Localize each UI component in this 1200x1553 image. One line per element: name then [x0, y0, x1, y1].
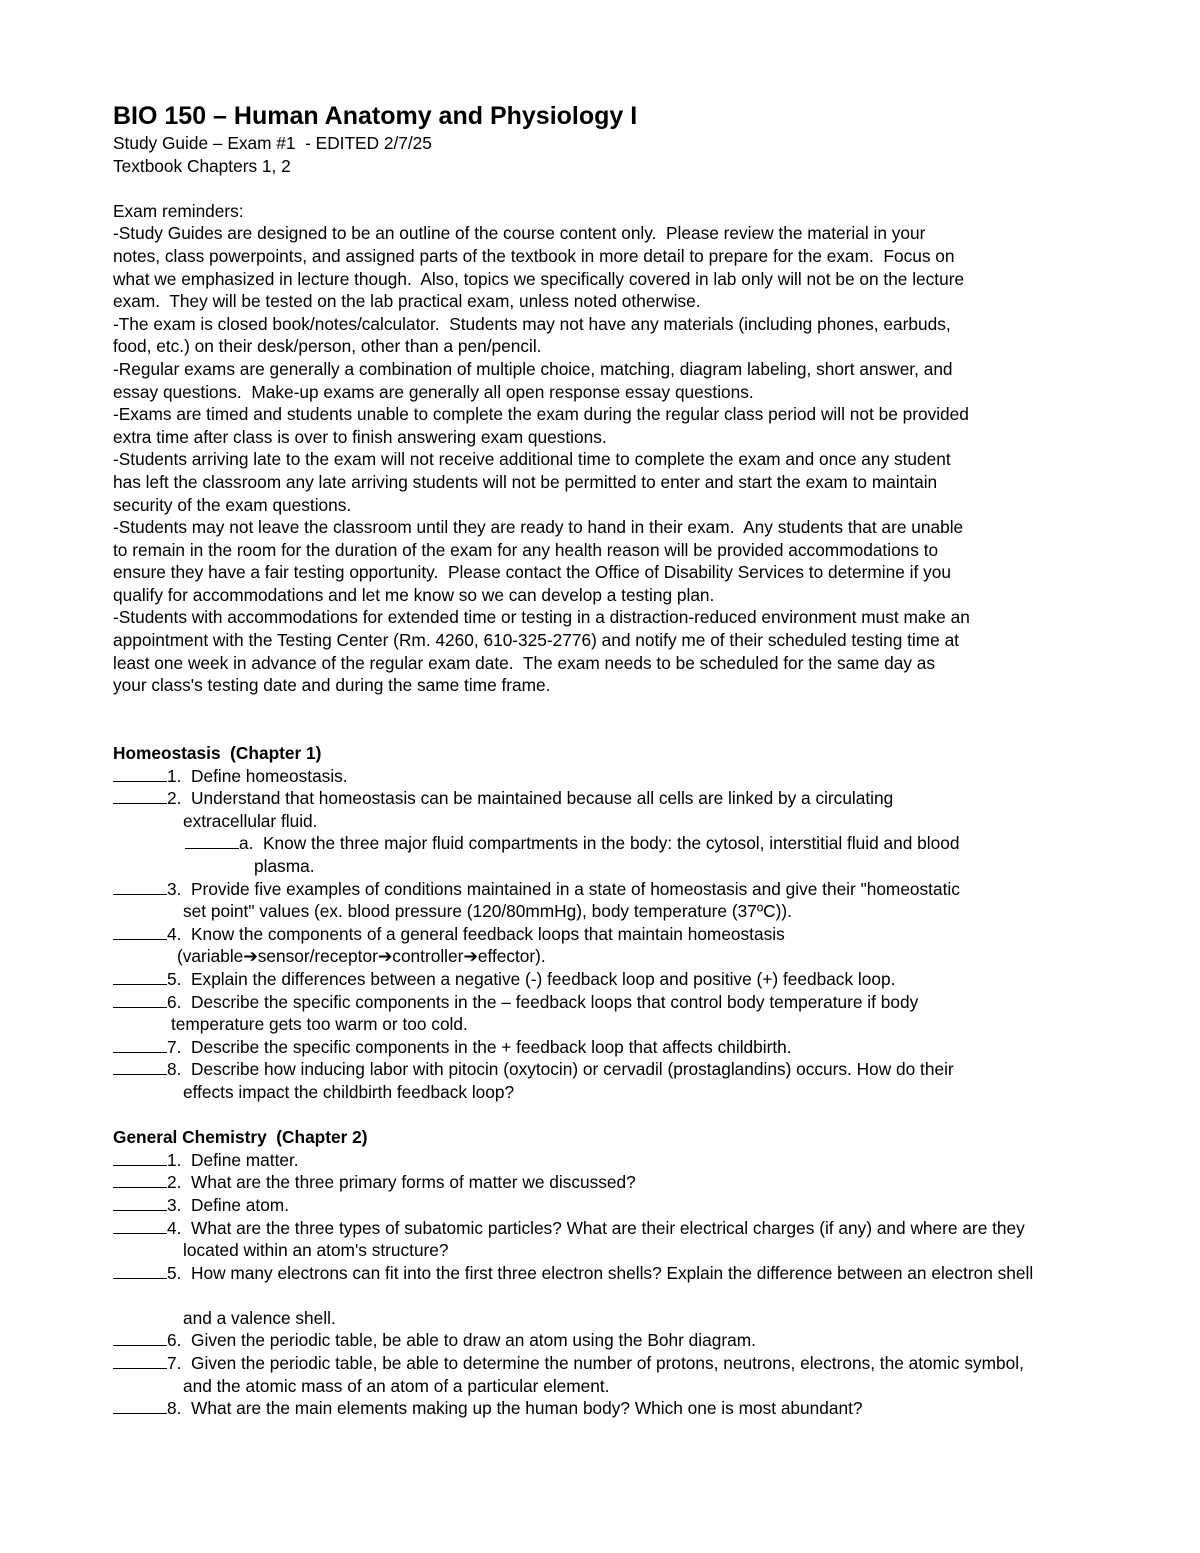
spacer	[113, 697, 1173, 720]
reminder-line: -Study Guides are designed to be an outline of the course content only. Please review the material in your	[113, 223, 926, 244]
page-title: BIO 150 – Human Anatomy and Physiology I	[113, 102, 638, 130]
answer-blank[interactable]	[113, 1330, 167, 1346]
reminder-line: your class's testing date and during the same time frame.	[113, 675, 551, 696]
reminder-line: extra time after class is over to finish answering exam questions.	[113, 426, 607, 447]
reminder-line: -Students with accommodations for extended time or testing in a distraction-reduced environment must make an	[113, 607, 970, 628]
reminder-line: least one week in advance of the regular exam date. The exam needs to be scheduled for the same day as	[113, 652, 936, 673]
section-heading: General Chemistry (Chapter 2)	[113, 1127, 368, 1148]
chapters-line: Textbook Chapters 1, 2	[113, 155, 291, 176]
reminder-line: qualify for accommodations and let me know so we can develop a testing plan.	[113, 584, 715, 605]
section-heading: Homeostasis (Chapter 1)	[113, 743, 322, 764]
checklist-item: 6. Describe the specific components in the – feedback loops that control body temperature if body temperature gets too warm or too cold.	[113, 991, 1173, 1036]
checklist-item: 4. Know the components of a general feedback loops that maintain homeostasis (variable➔sensor/receptor➔controller➔effector).	[113, 923, 1173, 968]
reminder-line: food, etc.) on their desk/person, other than a pen/pencil.	[113, 336, 542, 357]
answer-blank[interactable]	[113, 1218, 167, 1234]
answer-blank[interactable]	[113, 1172, 167, 1188]
chemistry-section	[113, 1126, 1173, 1420]
answer-blank[interactable]	[113, 1263, 167, 1279]
answer-blank[interactable]	[185, 833, 239, 849]
answer-blank[interactable]	[113, 1150, 167, 1166]
reminder-line: -Exams are timed and students unable to complete the exam during the regular class period will not be provided	[113, 404, 969, 425]
exam-reminders	[113, 200, 1173, 697]
reminder-line: -Regular exams are generally a combination of multiple choice, matching, diagram labeling, short answer, and	[113, 358, 953, 379]
answer-blank[interactable]	[113, 788, 167, 804]
checklist-item: 4. What are the three types of subatomic particles? What are their electrical charges (if any) and where are they located within an atom's structure?	[113, 1217, 1173, 1262]
checklist-item: 3. Provide five examples of conditions maintained in a state of homeostasis and give their "homeostatic set point" values (ex. blood pressure (120/80mmHg), body temperature (37ºC)).	[113, 878, 1173, 923]
checklist-item: 6. Given the periodic table, be able to draw an atom using the Bohr diagram.	[113, 1329, 1173, 1352]
reminder-line: what we emphasized in lecture though. Also, topics we specifically covered in lab only will not be on the lecture	[113, 268, 965, 289]
answer-blank[interactable]	[113, 969, 167, 985]
reminder-line: to remain in the room for the duration of the exam for any health reason will be provided accommodations to	[113, 539, 939, 560]
answer-blank[interactable]	[113, 924, 167, 940]
reminder-line: notes, class powerpoints, and assigned parts of the textbook in more detail to prepare for the exam. Focus on	[113, 245, 955, 266]
answer-blank[interactable]	[113, 1398, 167, 1414]
reminder-line: essay questions. Make-up exams are generally all open response essay questions.	[113, 381, 754, 402]
reminder-line: ensure they have a fair testing opportunity. Please contact the Office of Disability Services to determine if you	[113, 562, 951, 583]
checklist-item: 1. Define matter.	[113, 1149, 1173, 1172]
reminder-line: -Students arriving late to the exam will not receive additional time to complete the exam and once any student	[113, 449, 951, 470]
answer-blank[interactable]	[113, 1353, 167, 1369]
checklist-item: 7. Given the periodic table, be able to determine the number of protons, neutrons, electrons, the atomic symbol, and the atomic mass of an atom of a particular element.	[113, 1352, 1173, 1397]
answer-blank[interactable]	[113, 879, 167, 895]
answer-blank[interactable]	[113, 766, 167, 782]
homeostasis-section	[113, 742, 1173, 1104]
checklist-item: 7. Describe the specific components in the + feedback loop that affects childbirth.	[113, 1036, 1173, 1059]
reminder-line: exam. They will be tested on the lab practical exam, unless noted otherwise.	[113, 291, 701, 312]
answer-blank[interactable]	[113, 1037, 167, 1053]
checklist-subitem: a. Know the three major fluid compartments in the body: the cytosol, interstitial fluid and blood plasma.	[113, 832, 1173, 877]
reminder-line: security of the exam questions.	[113, 494, 352, 515]
answer-blank[interactable]	[113, 1059, 167, 1075]
checklist-item: 3. Define atom.	[113, 1194, 1173, 1217]
page-subtitle: Study Guide – Exam #1 - EDITED 2/7/25	[113, 133, 432, 153]
spacer	[113, 177, 1173, 200]
spacer	[113, 719, 1173, 742]
checklist-item: 1. Define homeostasis.	[113, 765, 1173, 788]
reminder-line: has left the classroom any late arriving students will not be permitted to enter and start the exam to maintain	[113, 471, 938, 492]
checklist-item: 5. Explain the differences between a negative (-) feedback loop and positive (+) feedback loop.	[113, 968, 1173, 991]
checklist-item: 2. What are the three primary forms of matter we discussed?	[113, 1171, 1173, 1194]
answer-blank[interactable]	[113, 992, 167, 1008]
reminder-line: -The exam is closed book/notes/calculator. Students may not have any materials (including phones, earbuds,	[113, 313, 951, 334]
reminder-line: -Students may not leave the classroom until they are ready to hand in their exam. Any students that are unable	[113, 517, 964, 538]
reminders-label: Exam reminders:	[113, 200, 244, 221]
spacer	[113, 1104, 1173, 1127]
answer-blank[interactable]	[113, 1195, 167, 1211]
reminder-line: appointment with the Testing Center (Rm. 4260, 610-325-2776) and notify me of their scheduled testing time at	[113, 630, 959, 651]
checklist-item: 8. Describe how inducing labor with pitocin (oxytocin) or cervadil (prostaglandins) occurs. How do their effects impact the childbirth feedback loop?	[113, 1058, 1173, 1103]
checklist-item: 5. How many electrons can fit into the first three electron shells? Explain the difference between an electron shell and a valence shell.	[113, 1262, 1173, 1330]
checklist-item: 2. Understand that homeostasis can be maintained because all cells are linked by a circulating extracellular fluid.	[113, 787, 1173, 832]
study-guide-page	[113, 100, 1173, 1420]
checklist-item: 8. What are the main elements making up the human body? Which one is most abundant?	[113, 1397, 1173, 1420]
